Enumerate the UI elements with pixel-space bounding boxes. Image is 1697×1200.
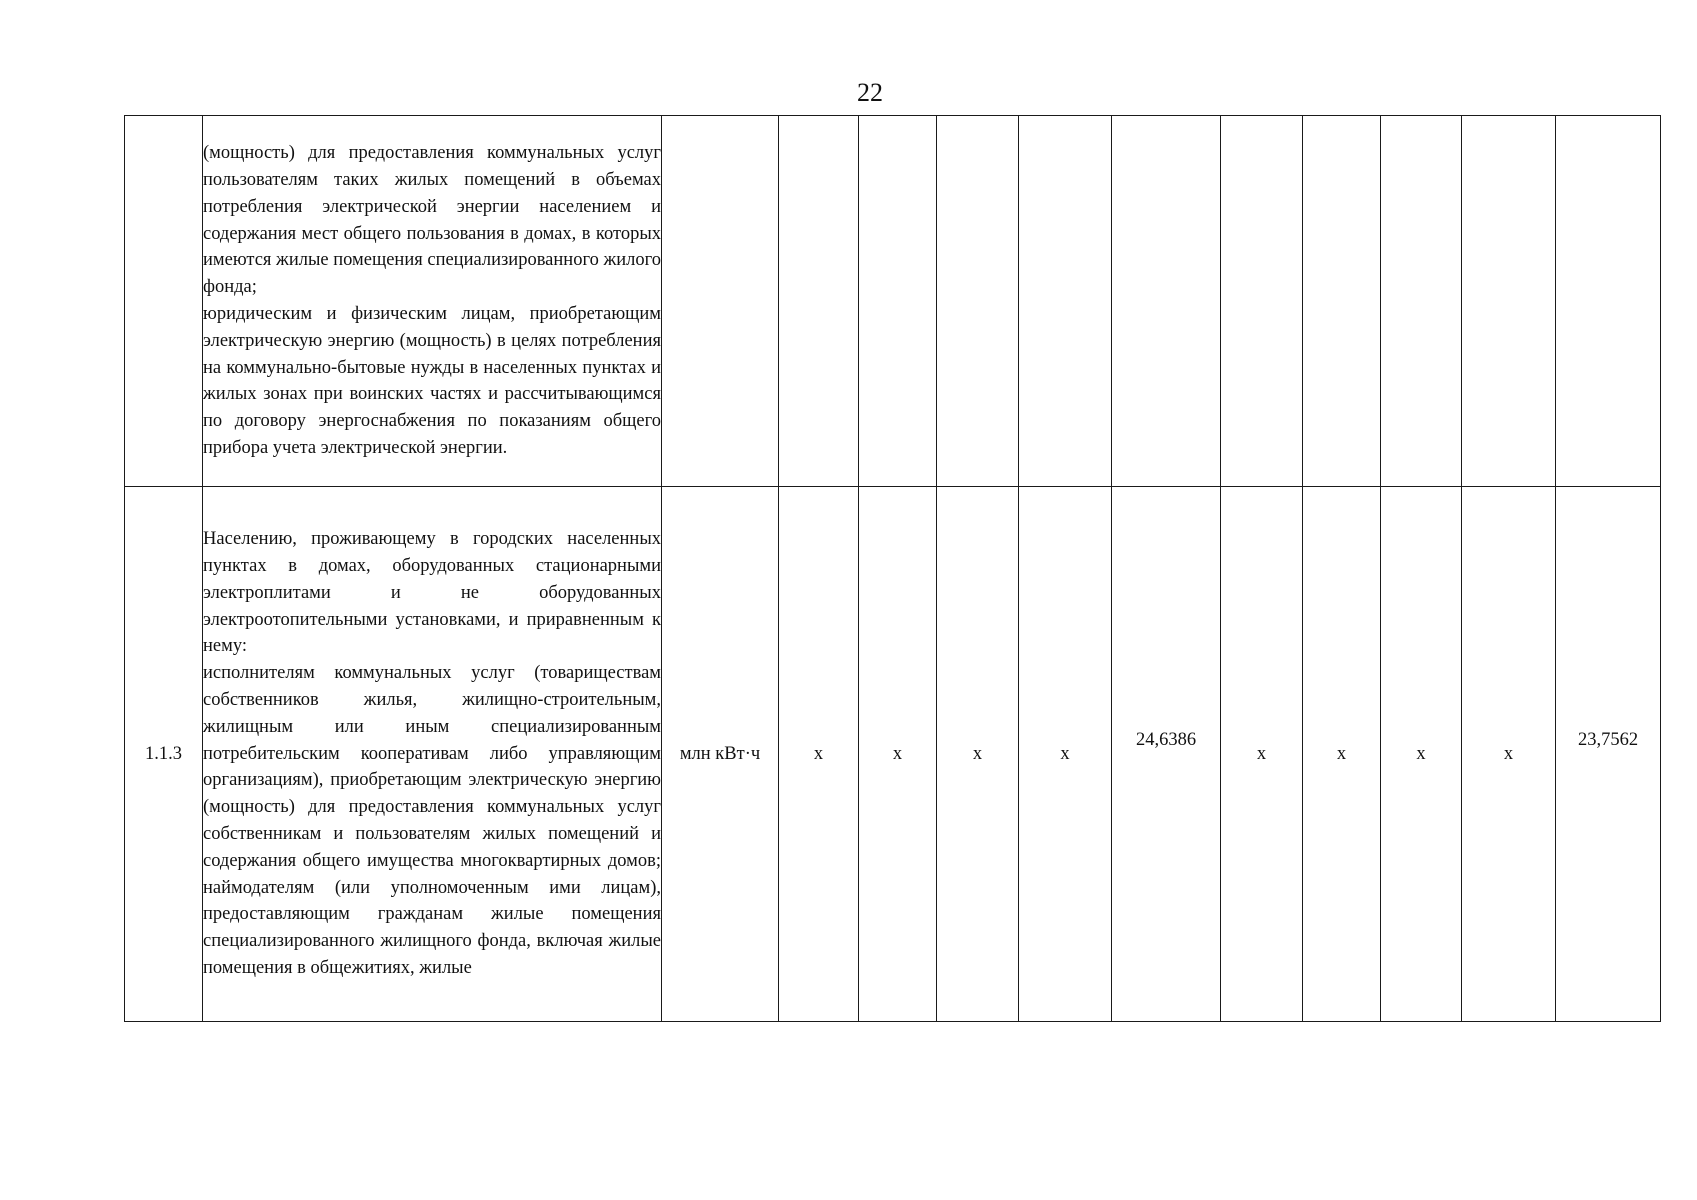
value-cell	[937, 116, 1019, 487]
value-cell	[779, 116, 859, 487]
value-cell	[1556, 116, 1661, 487]
value-cell	[1303, 116, 1381, 487]
value-cell	[859, 116, 937, 487]
description-paragraph: Населению, проживающему в городских населенных пунктах в домах, оборудованных стационарными электроплитами и не оборудованных электроотопительными установками, и приравненным к нему:	[203, 529, 661, 657]
value-cell	[1556, 487, 1661, 1022]
value-cell	[1381, 116, 1462, 487]
unit-cell	[662, 116, 779, 487]
value-cell	[1462, 116, 1556, 487]
value-cell: х	[1221, 487, 1303, 1022]
numeric-value: 24,6386	[1135, 729, 1197, 750]
table-row-continuation	[125, 116, 1661, 487]
description-paragraph: (мощность) для предоставления коммунальных услуг пользователям таких жилых помещений в объемах потребления электрической энергии населением и содержания мест общего пользования в домах, в которых имеются жилые помещения специализированного жилого фонда;	[203, 143, 661, 298]
value-cell: х	[1462, 487, 1556, 1022]
row-description-cell	[203, 487, 662, 1022]
row-description-cell	[203, 116, 662, 487]
value-cell: х	[1381, 487, 1462, 1022]
value-cell: х	[1303, 487, 1381, 1022]
page-number: 22	[857, 78, 883, 107]
table-row-1-1-3	[125, 487, 1661, 1022]
description-paragraph: исполнителям коммунальных услуг (товариществам собственников жилья, жилищно-строительным, жилищным или иным специализированным потребительским кооперативам либо управляющим организациям), приобретающим электрическую энергию (мощность) для предоставления коммунальных услуг собственникам и пользователям жилых помещений и содержания общего имущества многоквартирных домов; наймодателям (или уполномоченным ими лицам), предоставляющим гражданам жилые помещения специализированного жилищного фонда, включая жилые помещения в общежитиях, жилые	[203, 663, 661, 978]
value-cell	[1112, 116, 1221, 487]
row-number-cell	[125, 116, 203, 487]
value-cell: х	[859, 487, 937, 1022]
row-number-cell: 1.1.3	[125, 487, 203, 1022]
unit-cell: млн кВт·ч	[662, 487, 779, 1022]
tariff-table	[124, 115, 1661, 1022]
value-cell: х	[779, 487, 859, 1022]
value-cell	[1112, 487, 1221, 1022]
value-cell	[1221, 116, 1303, 487]
numeric-value: 23,7562	[1577, 729, 1639, 750]
value-cell: х	[937, 487, 1019, 1022]
description-paragraph: юридическим и физическим лицам, приобретающим электрическую энергию (мощность) в целях потребления на коммунально-бытовые нужды в населенных пунктах и жилых зонах при воинских частях и рассчитывающимся по договору энергоснабжения по показаниям общего прибора учета электрической энергии.	[203, 304, 661, 458]
value-cell	[1019, 116, 1112, 487]
value-cell: х	[1019, 487, 1112, 1022]
